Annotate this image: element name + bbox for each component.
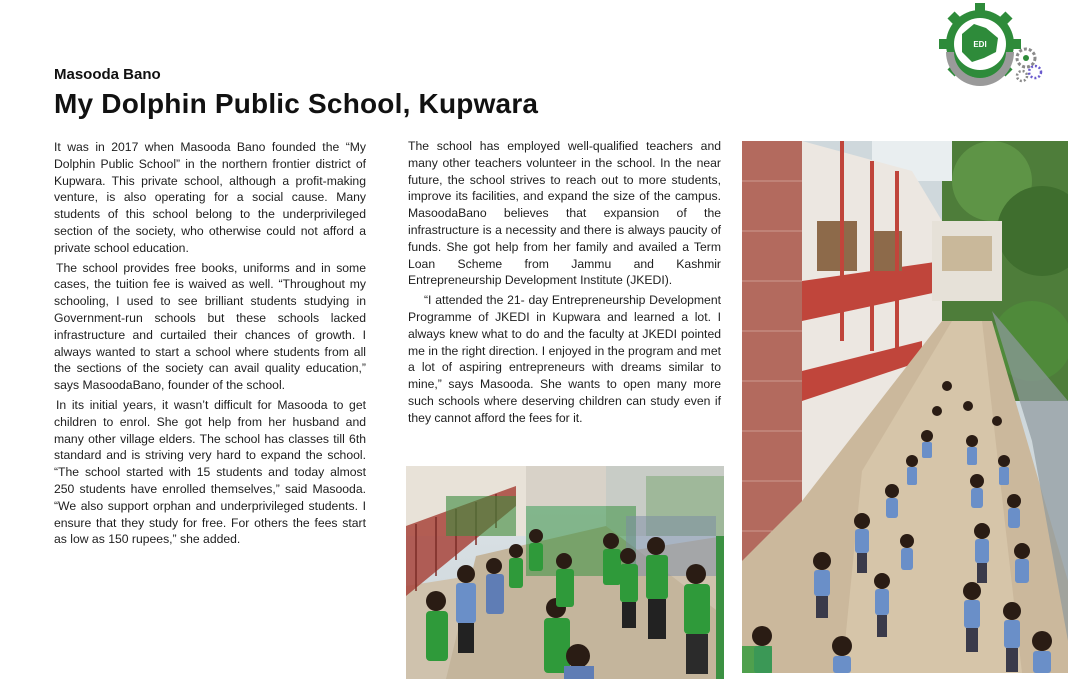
- paragraph: In its initial years, it wasn’t difficult for Masooda to get children to enrol. She got help from her husband and many other village elders. The school has classes till 6th standard and is striving very hard to expand the school. “The school started with 15 students and today almost 250 students have enrolled themselves,” said Masooda. “We also support orphan and underprivileged students. I ensure that they study for free. For others the fees start as low as 150 rupees,” she added.: [54, 397, 366, 547]
- edi-logo: [938, 2, 1048, 86]
- paragraph: The school has employed well-qualified teachers and many other teachers volunteer in the school. In the near future, the school strives to reach out to more students, improve its facilities, and expand the size of the campus. MasoodaBano believes that expansion of the infrastructure is a necessity and there is always paucity of funds. She got help from her family and availed a Term Loan Scheme from Jammu and Kashmir Entrepreneurship Development Institute (JKEDI).: [408, 139, 721, 288]
- logo-text: EDI: [973, 40, 987, 49]
- article-title: My Dolphin Public School, Kupwara: [54, 88, 539, 119]
- school-yard-photo: [406, 466, 724, 679]
- author-name: Masooda Bano: [54, 66, 161, 83]
- text-column-left: [54, 139, 366, 551]
- paragraph: It was in 2017 when Masooda Bano founded the “My Dolphin Public School” in the northern frontier district of Kupwara. This private school, although a profit-making venture, is also operating for a social cause. Many students of this school belong to the underprivileged section of the society, who otherwise could not afford a private school education.: [54, 140, 366, 255]
- paragraph: “I attended the 21- day Entrepreneurship Development Programme of JKEDI in Kupwara and learned a lot. I always knew what to do and the faculty at JKEDI pointed me in the right direction. I enjoyed in the program and met a lot of aspiring entrepreneurs with dreams similar to mine,” says Masooda. She wants to open many more such schools where deserving children can study even if they cannot afford the fees for it.: [408, 293, 721, 425]
- school-building-photo: [742, 141, 1068, 673]
- text-column-right: [408, 138, 721, 430]
- paragraph: The school provides free books, uniforms and in some cases, the tuition fee is waived as well. “Throughout my schooling, I used to see brilliant students studying in Government-run schools but these schools lacked infrastructure and curtailed their chances of growth. I always wanted to start a school where students from all the sections of the society can avail quality education,” says MasoodaBano, founder of the school.: [54, 260, 366, 393]
